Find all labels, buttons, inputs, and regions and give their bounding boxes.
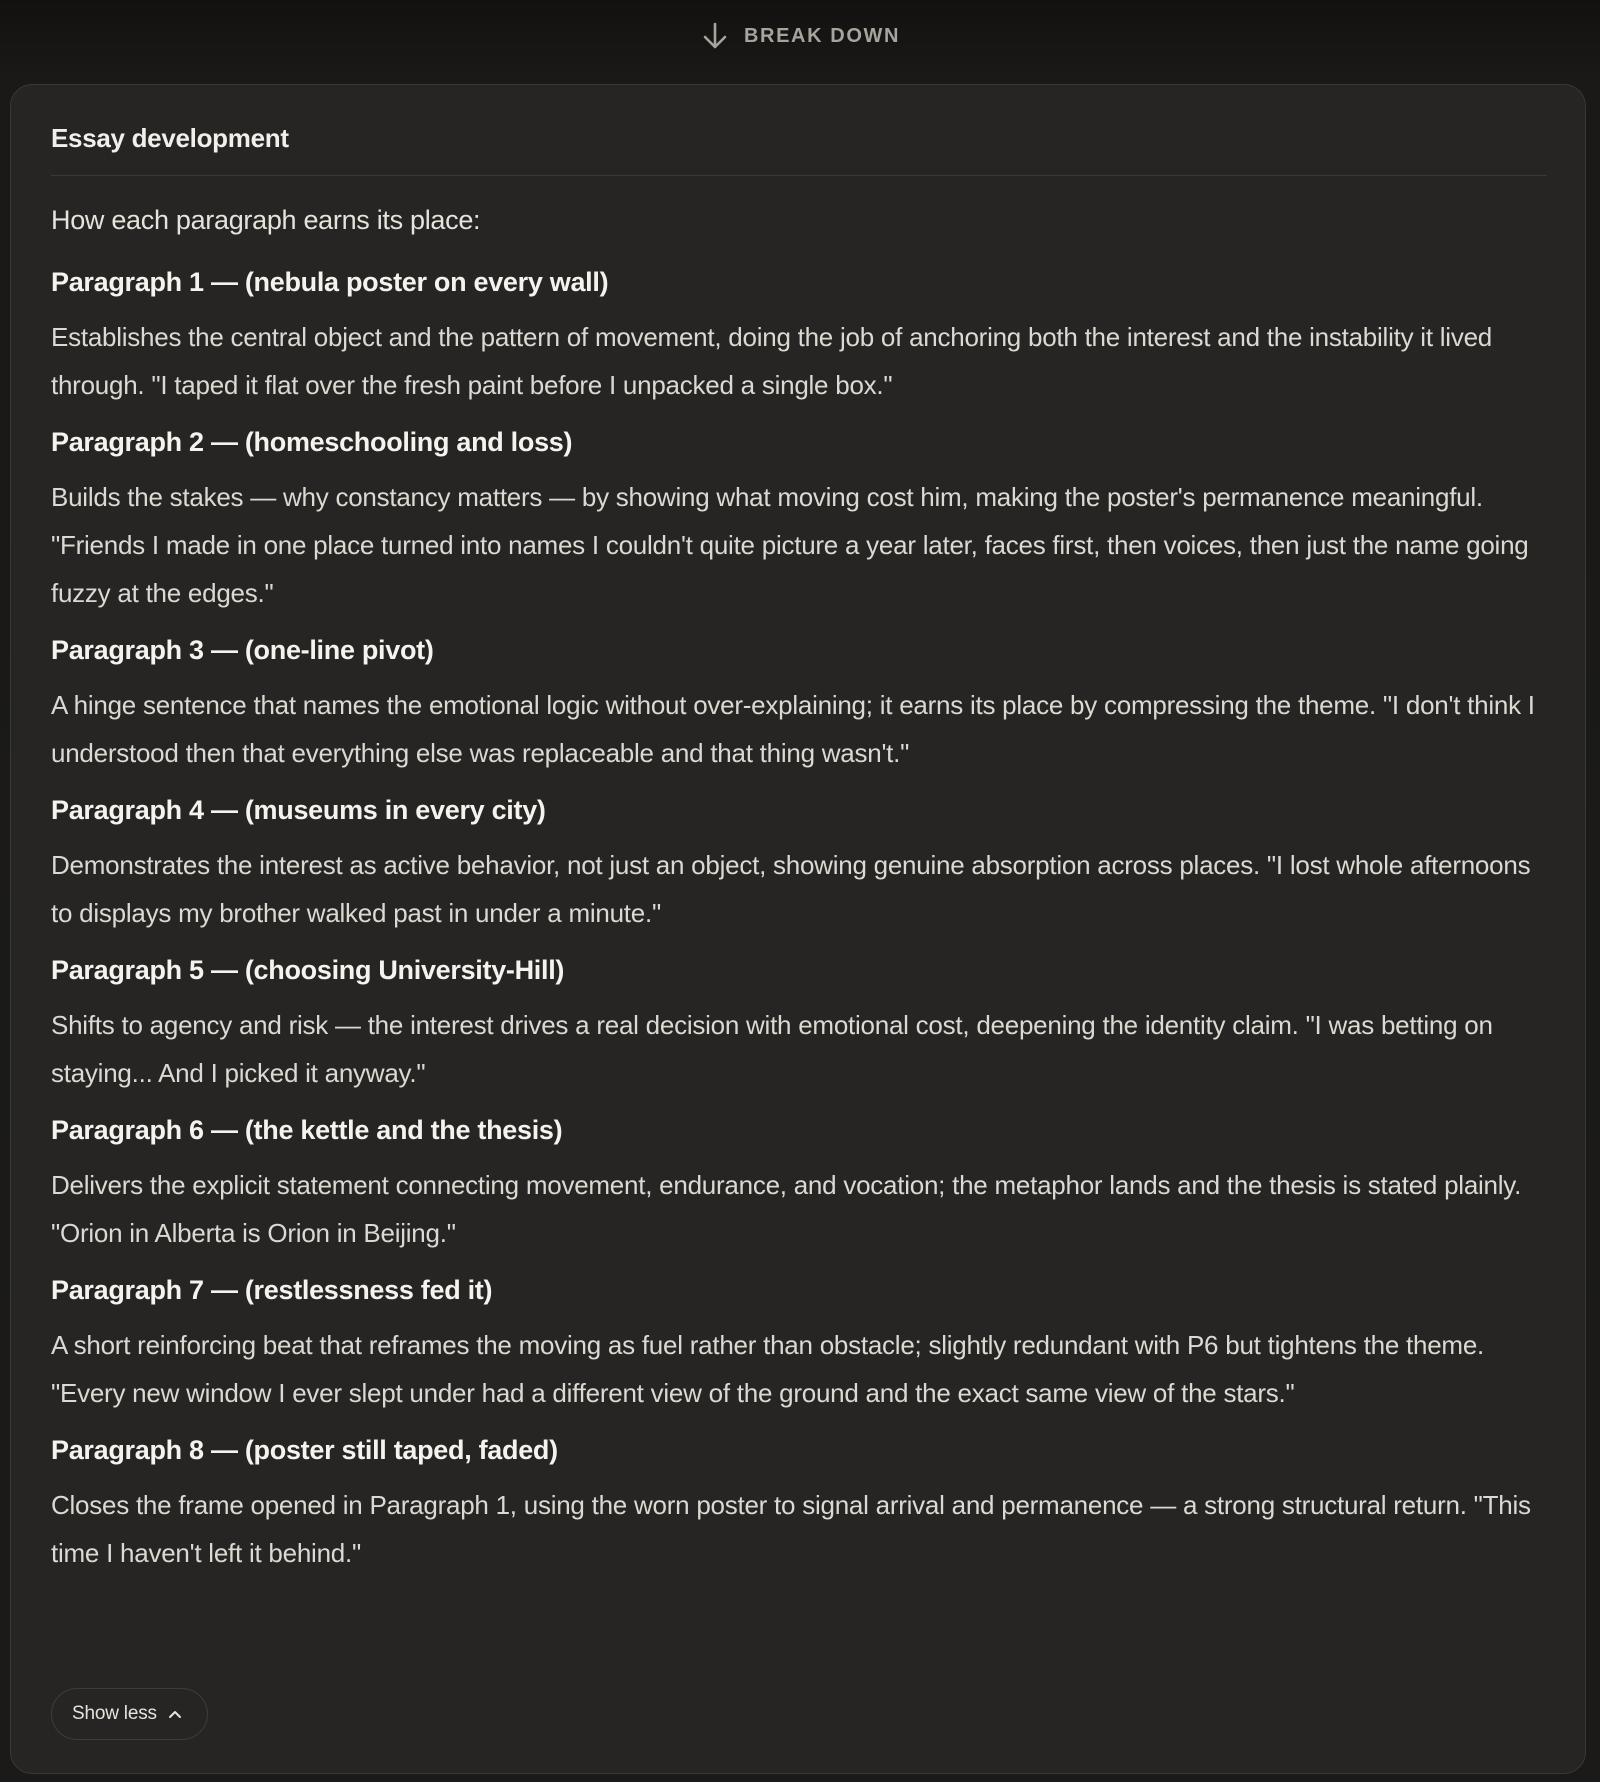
break-down-toggle[interactable] [0, 0, 1600, 72]
paragraph-body: Delivers the explicit statement connecting movement, endurance, and vocation; the metaphor lands and the thesis is stated plainly. "Orion in Alberta is Orion in Beijing." [51, 1170, 1522, 1248]
paragraph-heading: Paragraph 8 — (poster still taped, faded) [51, 1435, 558, 1465]
paragraph-body: Closes the frame opened in Paragraph 1, using the worn poster to signal arrival and permanence — a strong structural return. "This time I haven't left it behind." [51, 1490, 1531, 1568]
paragraph-list [51, 265, 1551, 1593]
paragraph-heading: Paragraph 7 — (restlessness fed it) [51, 1275, 493, 1305]
paragraph-heading: Paragraph 6 — (the kettle and the thesis) [51, 1115, 563, 1145]
arrow-down-icon [700, 21, 730, 51]
paragraph-item [51, 1273, 1551, 1417]
show-less-label: Show less [72, 1703, 157, 1724]
paragraph-body: Establishes the central object and the pattern of movement, doing the job of anchoring both the interest and the instability it lived through. "I taped it flat over the fresh paint before I unpacked a single box." [51, 322, 1492, 400]
paragraph-heading: Paragraph 1 — (nebula poster on every wall) [51, 267, 609, 297]
paragraph-body: Builds the stakes — why constancy matters — by showing what moving cost him, making the poster's permanence meaningful. "Friends I made in one place turned into names I couldn't quite picture a year later, faces first, then voices, then just the name going fuzzy at the edges." [51, 482, 1529, 608]
paragraph-heading: Paragraph 2 — (homeschooling and loss) [51, 427, 573, 457]
show-less-button[interactable] [51, 1688, 208, 1740]
paragraph-body: A short reinforcing beat that reframes the moving as fuel rather than obstacle; slightly redundant with P6 but tightens the theme. "Every new window I ever slept under had a different view of the ground and the exact same view of the stars." [51, 1330, 1484, 1408]
paragraph-item [51, 1433, 1551, 1577]
chevron-up-icon [167, 1706, 183, 1722]
paragraph-body: A hinge sentence that names the emotional logic without over-explaining; it earns its place by compressing the theme. "I don't think I understood then that everything else was replaceable and that thing wasn't." [51, 690, 1535, 768]
break-down-label: BREAK DOWN [744, 24, 900, 47]
divider [51, 175, 1547, 176]
paragraph-item [51, 265, 1551, 409]
paragraph-heading: Paragraph 5 — (choosing University-Hill) [51, 955, 565, 985]
paragraph-body: Shifts to agency and risk — the interest drives a real decision with emotional cost, deepening the identity claim. "I was betting on staying... And I picked it anyway." [51, 1010, 1493, 1088]
paragraph-item [51, 633, 1551, 777]
intro-text: How each paragraph earns its place: [51, 205, 481, 235]
paragraph-body: Demonstrates the interest as active behavior, not just an object, showing genuine absorption across places. "I lost whole afternoons to displays my brother walked past in under a minute." [51, 850, 1531, 928]
essay-development-card [10, 84, 1586, 1774]
card-title: Essay development [51, 123, 289, 153]
paragraph-item [51, 425, 1551, 617]
paragraph-item [51, 953, 1551, 1097]
paragraph-item [51, 793, 1551, 937]
paragraph-item [51, 1113, 1551, 1257]
paragraph-heading: Paragraph 4 — (museums in every city) [51, 795, 546, 825]
paragraph-heading: Paragraph 3 — (one-line pivot) [51, 635, 434, 665]
